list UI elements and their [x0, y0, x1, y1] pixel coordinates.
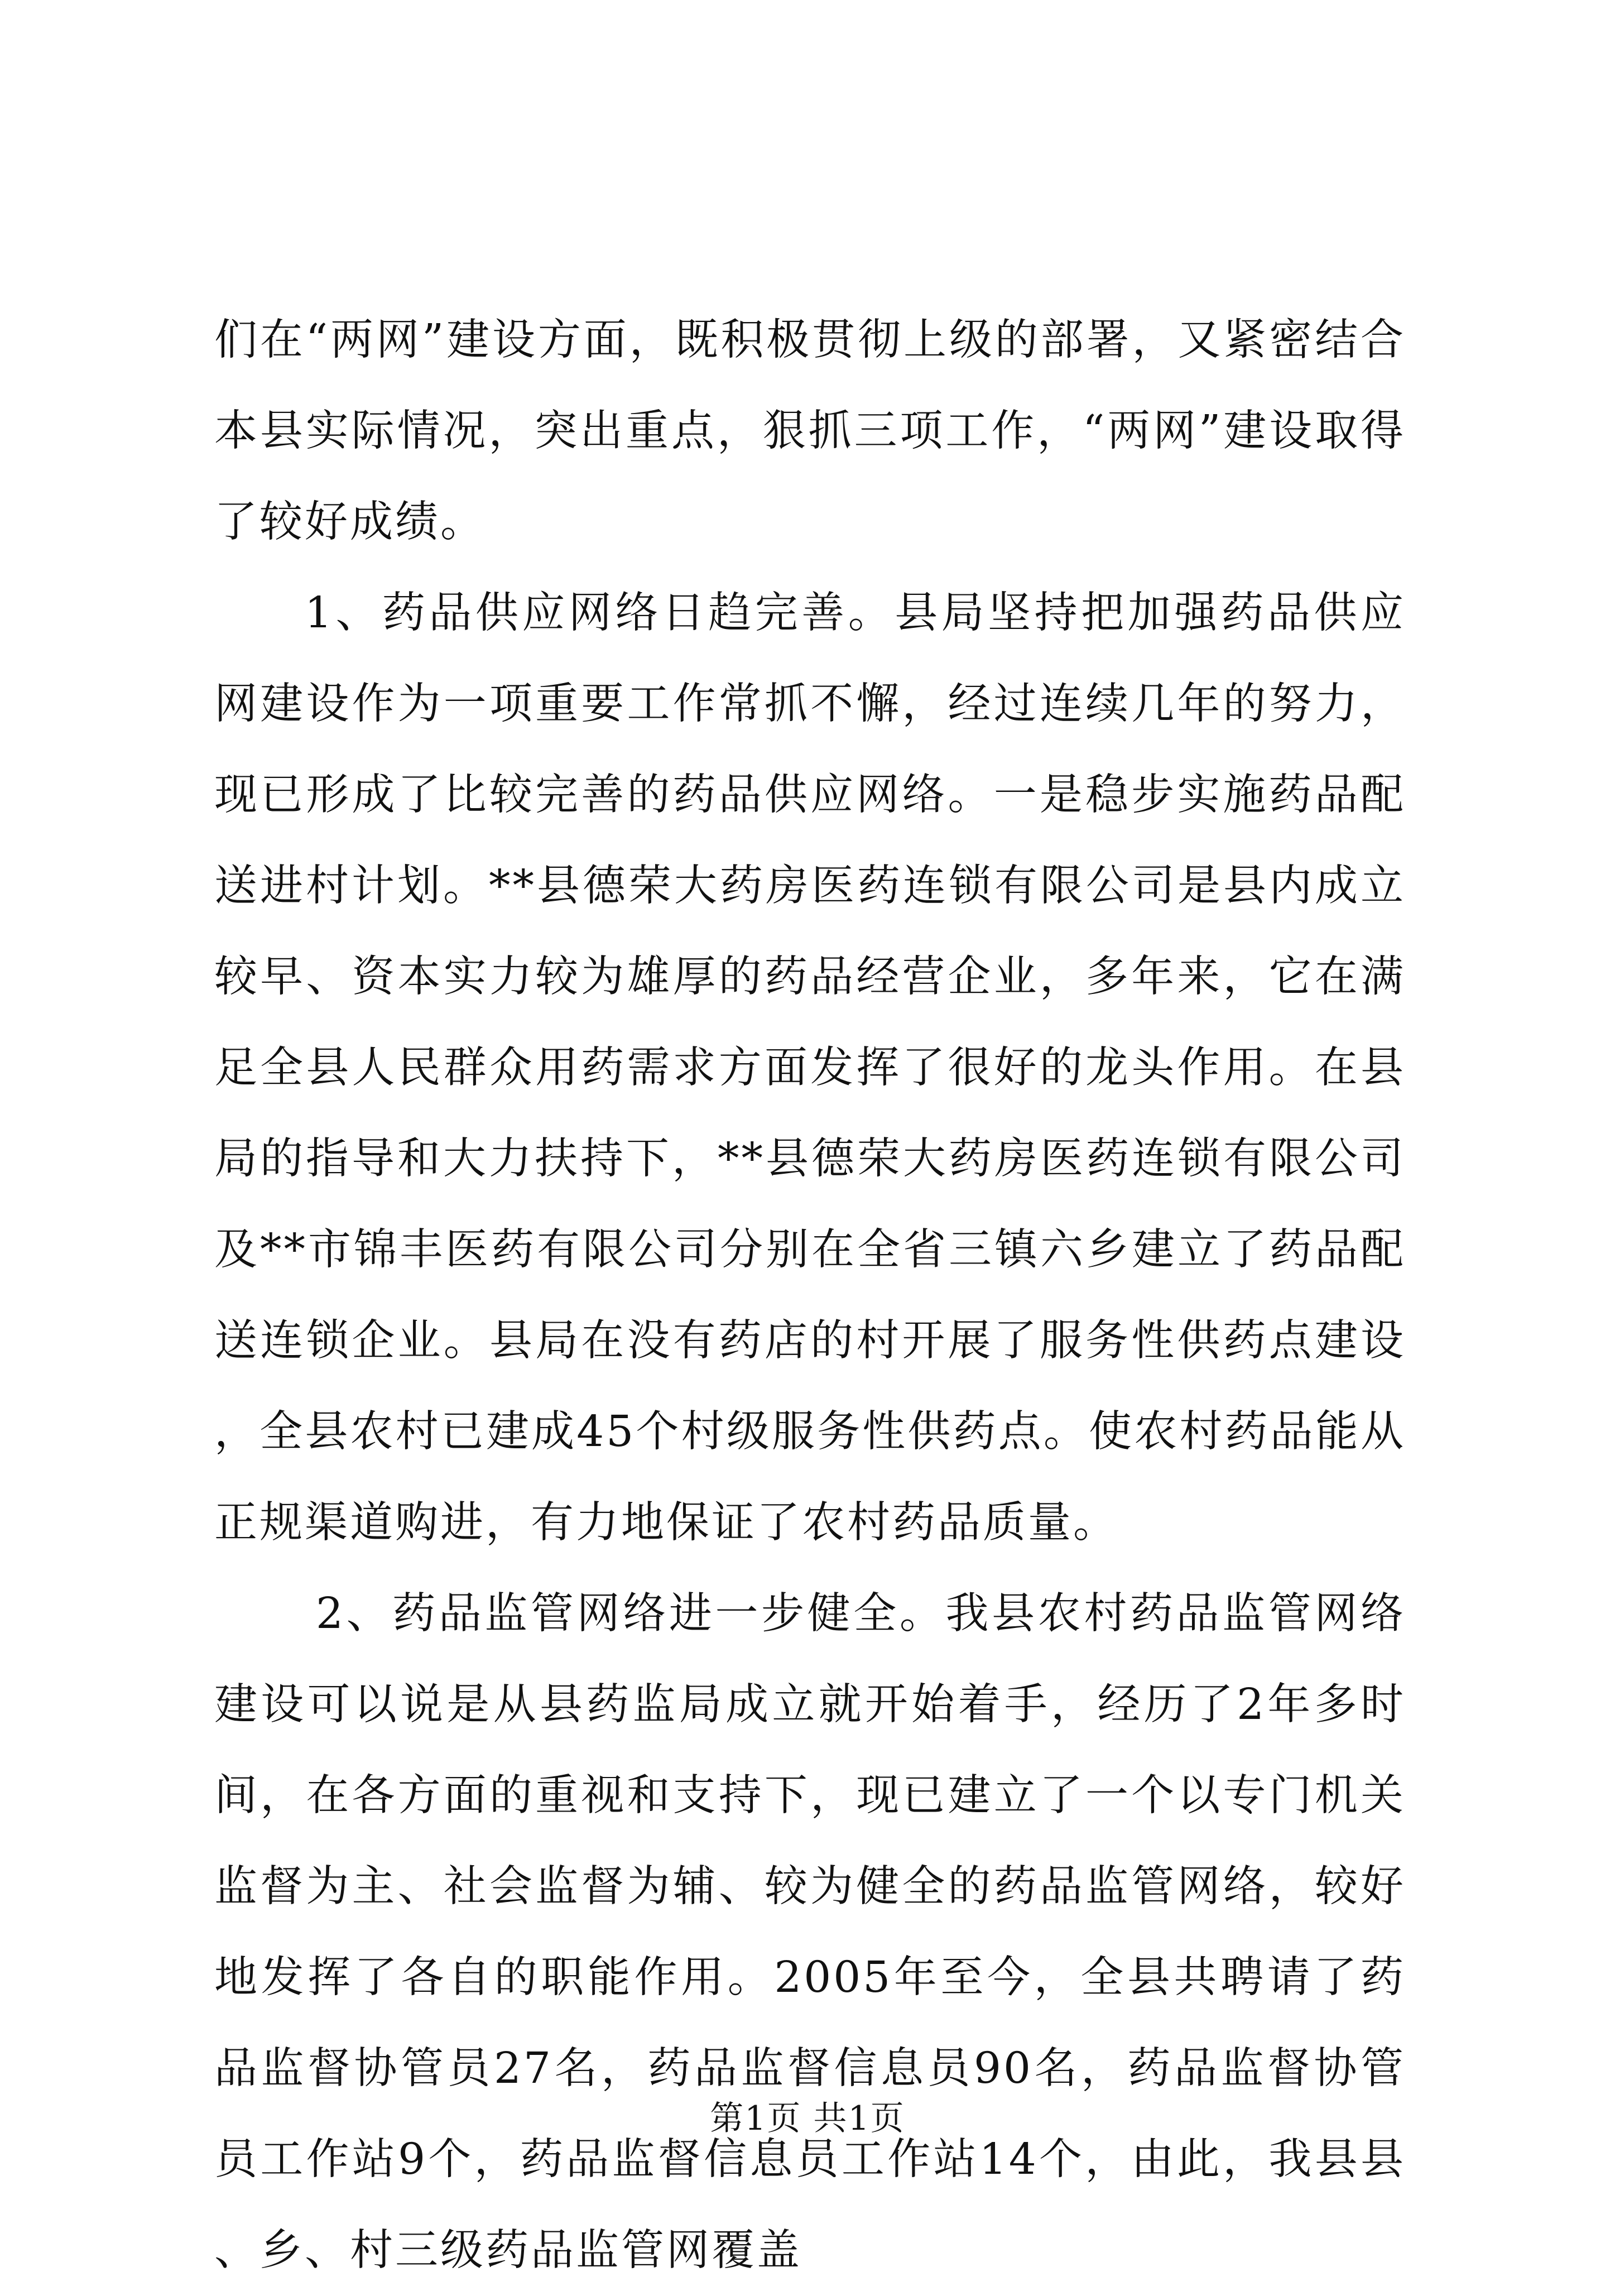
document-body	[214, 295, 1406, 2296]
page-footer: 第1页 共1页	[710, 2099, 905, 2138]
paragraph-drug-supply-network: 1、药品供应网络日趋完善。县局坚持把加强药品供应网建设作为一项重要工作常抓不懈，经过连续几年的努力，现已形成了比较完善的药品供应网络。一是稳步实施药品配送进村计划。**县德荣大药房医药连锁有限公司是县内成立较早、资本实力较为雄厚的药品经营企业，多年来，它在满足全县人民群众用药需求方面发挥了很好的龙头作用。在县局的指导和大力扶持下，**县德荣大药房医药连锁有限公司及**市锦丰医药有限公司分别在全省三镇六乡建立了药品配送连锁企业。县局在没有药店的村开展了服务性供药点建设，全县农村已建成45个村级服务性供药点。使农村药品能从正规渠道购进，有力地保证了农村药品质量。	[214, 588, 1406, 1548]
paragraph-continuation: 们在“两网”建设方面，既积极贯彻上级的部署，又紧密结合本县实际情况，突出重点，狠抓三项工作，“两网”建设取得了较好成绩。	[214, 315, 1406, 547]
paragraph-drug-supervision-network: 2、药品监管网络进一步健全。我县农村药品监管网络建设可以说是从县药监局成立就开始着手，经历了2年多时间，在各方面的重视和支持下，现已建立了一个以专门机关监督为主、社会监督为辅、较为健全的药品监管网络，较好地发挥了各自的职能作用。2005年至今，全县共聘请了药品监督协管员27名，药品监督信息员90名，药品监督协管员工作站9个，药品监督信息员工作站14个，由此，我县县、乡、村三级药品监管网覆盖	[214, 1589, 1406, 2275]
